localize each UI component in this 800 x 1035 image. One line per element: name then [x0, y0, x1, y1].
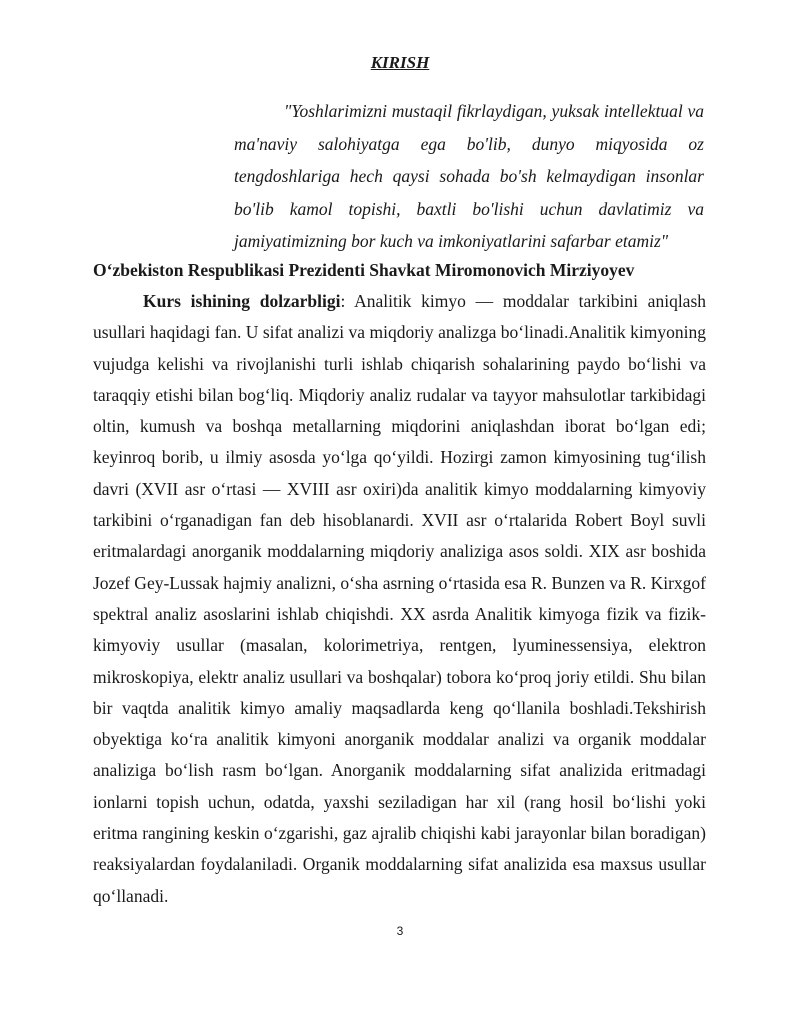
page-number: 3 — [396, 924, 404, 938]
epigraph-attribution: O‘zbekiston Respublikasi Prezidenti Shavkat Miromonovich Mirziyoyev — [93, 260, 635, 280]
paragraph-body: Analitik kimyo — moddalar tarkibini aniqlash usullari haqidagi fan. U sifat analizi va miqdoriy analizga bo‘linadi.Analitik kimyoning vujudga kelishi va rivojlanishi turli ishlab chiqarish sohalarining paydo bo‘lishi va taraqqiy etishi bilan bog‘liq. Miqdoriy analiz rudalar va tayyor mahsulotlar tarkibidagi oltin, kumush va boshqa metallarning miqdorini aniqlashdan iborat bo‘lgan edi; keyinroq borib, u ilmiy asosda yo‘lga qo‘yildi. Hozirgi zamon kimyosining tug‘ilish davri (XVII asr o‘rtasi — XVIII asr oxiri)da analitik kimyo moddalarning kimyoviy tarkibini o‘rganadigan fan deb hisoblanardi. XVII asr o‘rtalarida Robert Boyl suvli eritmalardagi anorganik moddalarning miqdoriy analiziga asos soldi. XIX asr boshida Jozef Gey-Lussak hajmiy analizni, o‘sha asrning o‘rtasida esa R. Bunzen va R. Kirxgof spektral analiz asoslarini ishlab chiqishdi. XX asrda Analitik kimyoga fizik va fizik-kimyoviy usullar (masalan, kolorimetriya, rentgen, lyuminessensiya, elektron mikroskopiya, elektr analiz usullari va boshqalar) tobora ko‘proq joriy etildi. Shu bilan bir vaqtda analitik kimyo amaliy maqsadlarda keng qo‘llanila boshladi.Tekshirish obyektiga ko‘ra analitik kimyoni anorganik moddalar analizi va organik moddalar analiziga bo‘lish rasm bo‘lgan. Anorganik moddalarning sifat analizida eritmadagi ionlarni topish uchun, odatda, yaxshi seziladigan har xil (rang hosil bo‘lishi yoki eritma rangining keskin o‘zgarishi, gaz ajralib chiqishi kabi jarayonlar bilan boradigan) reaksiyalardan foydalaniladi. Organik moddalarning sifat analizida esa maxsus usullar qo‘llanadi. — [93, 291, 707, 906]
paragraph-lead-suffix: : — [340, 291, 346, 311]
body-paragraph — [93, 286, 706, 912]
epigraph-quote: "Yoshlarimizni mustaqil fikrlaydigan, yuksak intellektual va ma'naviy salohiyatga ega bo'lib, dunyo miqyosida oz tengdoshlariga hech qaysi sohada bo'sh kelmaydigan insonlar bo'lib kamol topishi, baxtli bo'lishi uchun davlatimiz va jamiyatimizning bor kuch va imkoniyatlarini safarbar etamiz" — [234, 101, 704, 251]
paragraph-lead: Kurs ishining dolzarbligi — [143, 291, 341, 311]
section-heading: KIRISH — [370, 53, 430, 72]
